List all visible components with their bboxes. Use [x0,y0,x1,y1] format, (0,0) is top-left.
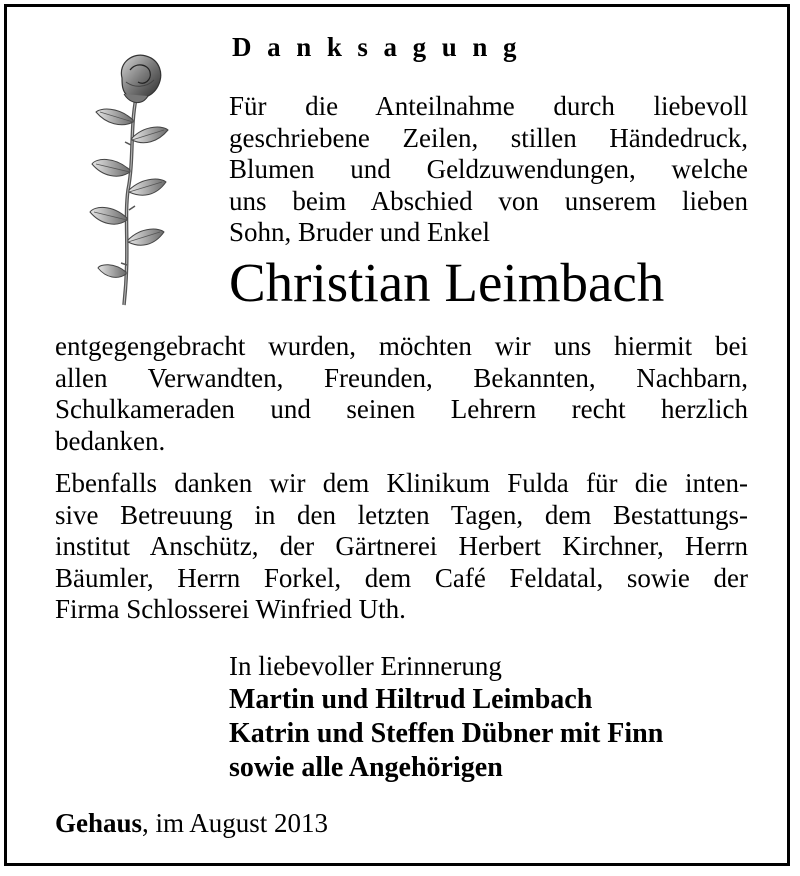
paragraph-line: Schulkameraden und seinen Lehrern recht herzlich [55,394,748,425]
intro-line: Sohn, Bruder und Enkel [229,217,490,248]
signature-name: Martin und Hiltrud Leimbach [229,684,593,715]
paragraph-line: allen Verwandten, Freunden, Bekannten, Nachbarn, [55,362,748,393]
paragraph-line: Bäumler, Herrn Forkel, dem Café Feldatal, sowie der [55,562,748,593]
date-text: , im August 2013 [142,808,329,838]
paragraph-line: Ebenfalls danken wir dem Klinikum Fulda für die inten- [55,468,748,498]
signature-block [229,650,663,785]
intro-line: Blumen und Geldzuwendungen, welche [229,154,748,185]
intro-text [229,91,748,249]
place-name: Gehaus [55,808,143,838]
intro-line: uns beim Abschied von unserem lieben [229,185,748,216]
place-date [55,808,328,839]
intro-line: Für die Anteilnahme durch liebevoll [229,91,748,121]
signature-intro: In liebevoller Erinnerung [229,651,502,681]
notice-heading: Danksagung [232,32,533,62]
signature-name: sowie alle Angehörigen [229,752,503,783]
intro-line: geschriebene Zeilen, stillen Händedruck, [229,122,748,153]
rose-icon [84,50,174,310]
paragraph-line: Firma Schlosserei Winfried Uth. [55,594,406,625]
paragraph-line: bedanken. [55,425,166,456]
thanks-paragraph [55,331,748,457]
paragraph-line: sive Betreuung in den letzten Tagen, dem Bestattungs- [55,499,748,530]
deceased-name: Christian Leimbach [229,252,665,313]
paragraph-line: entgegengebracht wurden, möchten wir uns hiermit bei [55,331,748,361]
additional-thanks-paragraph [55,468,748,626]
signature-name: Katrin und Steffen Dübner mit Finn [229,718,664,749]
paragraph-line: institut Anschütz, der Gärtnerei Herbert Kirchner, Herrn [55,531,748,562]
